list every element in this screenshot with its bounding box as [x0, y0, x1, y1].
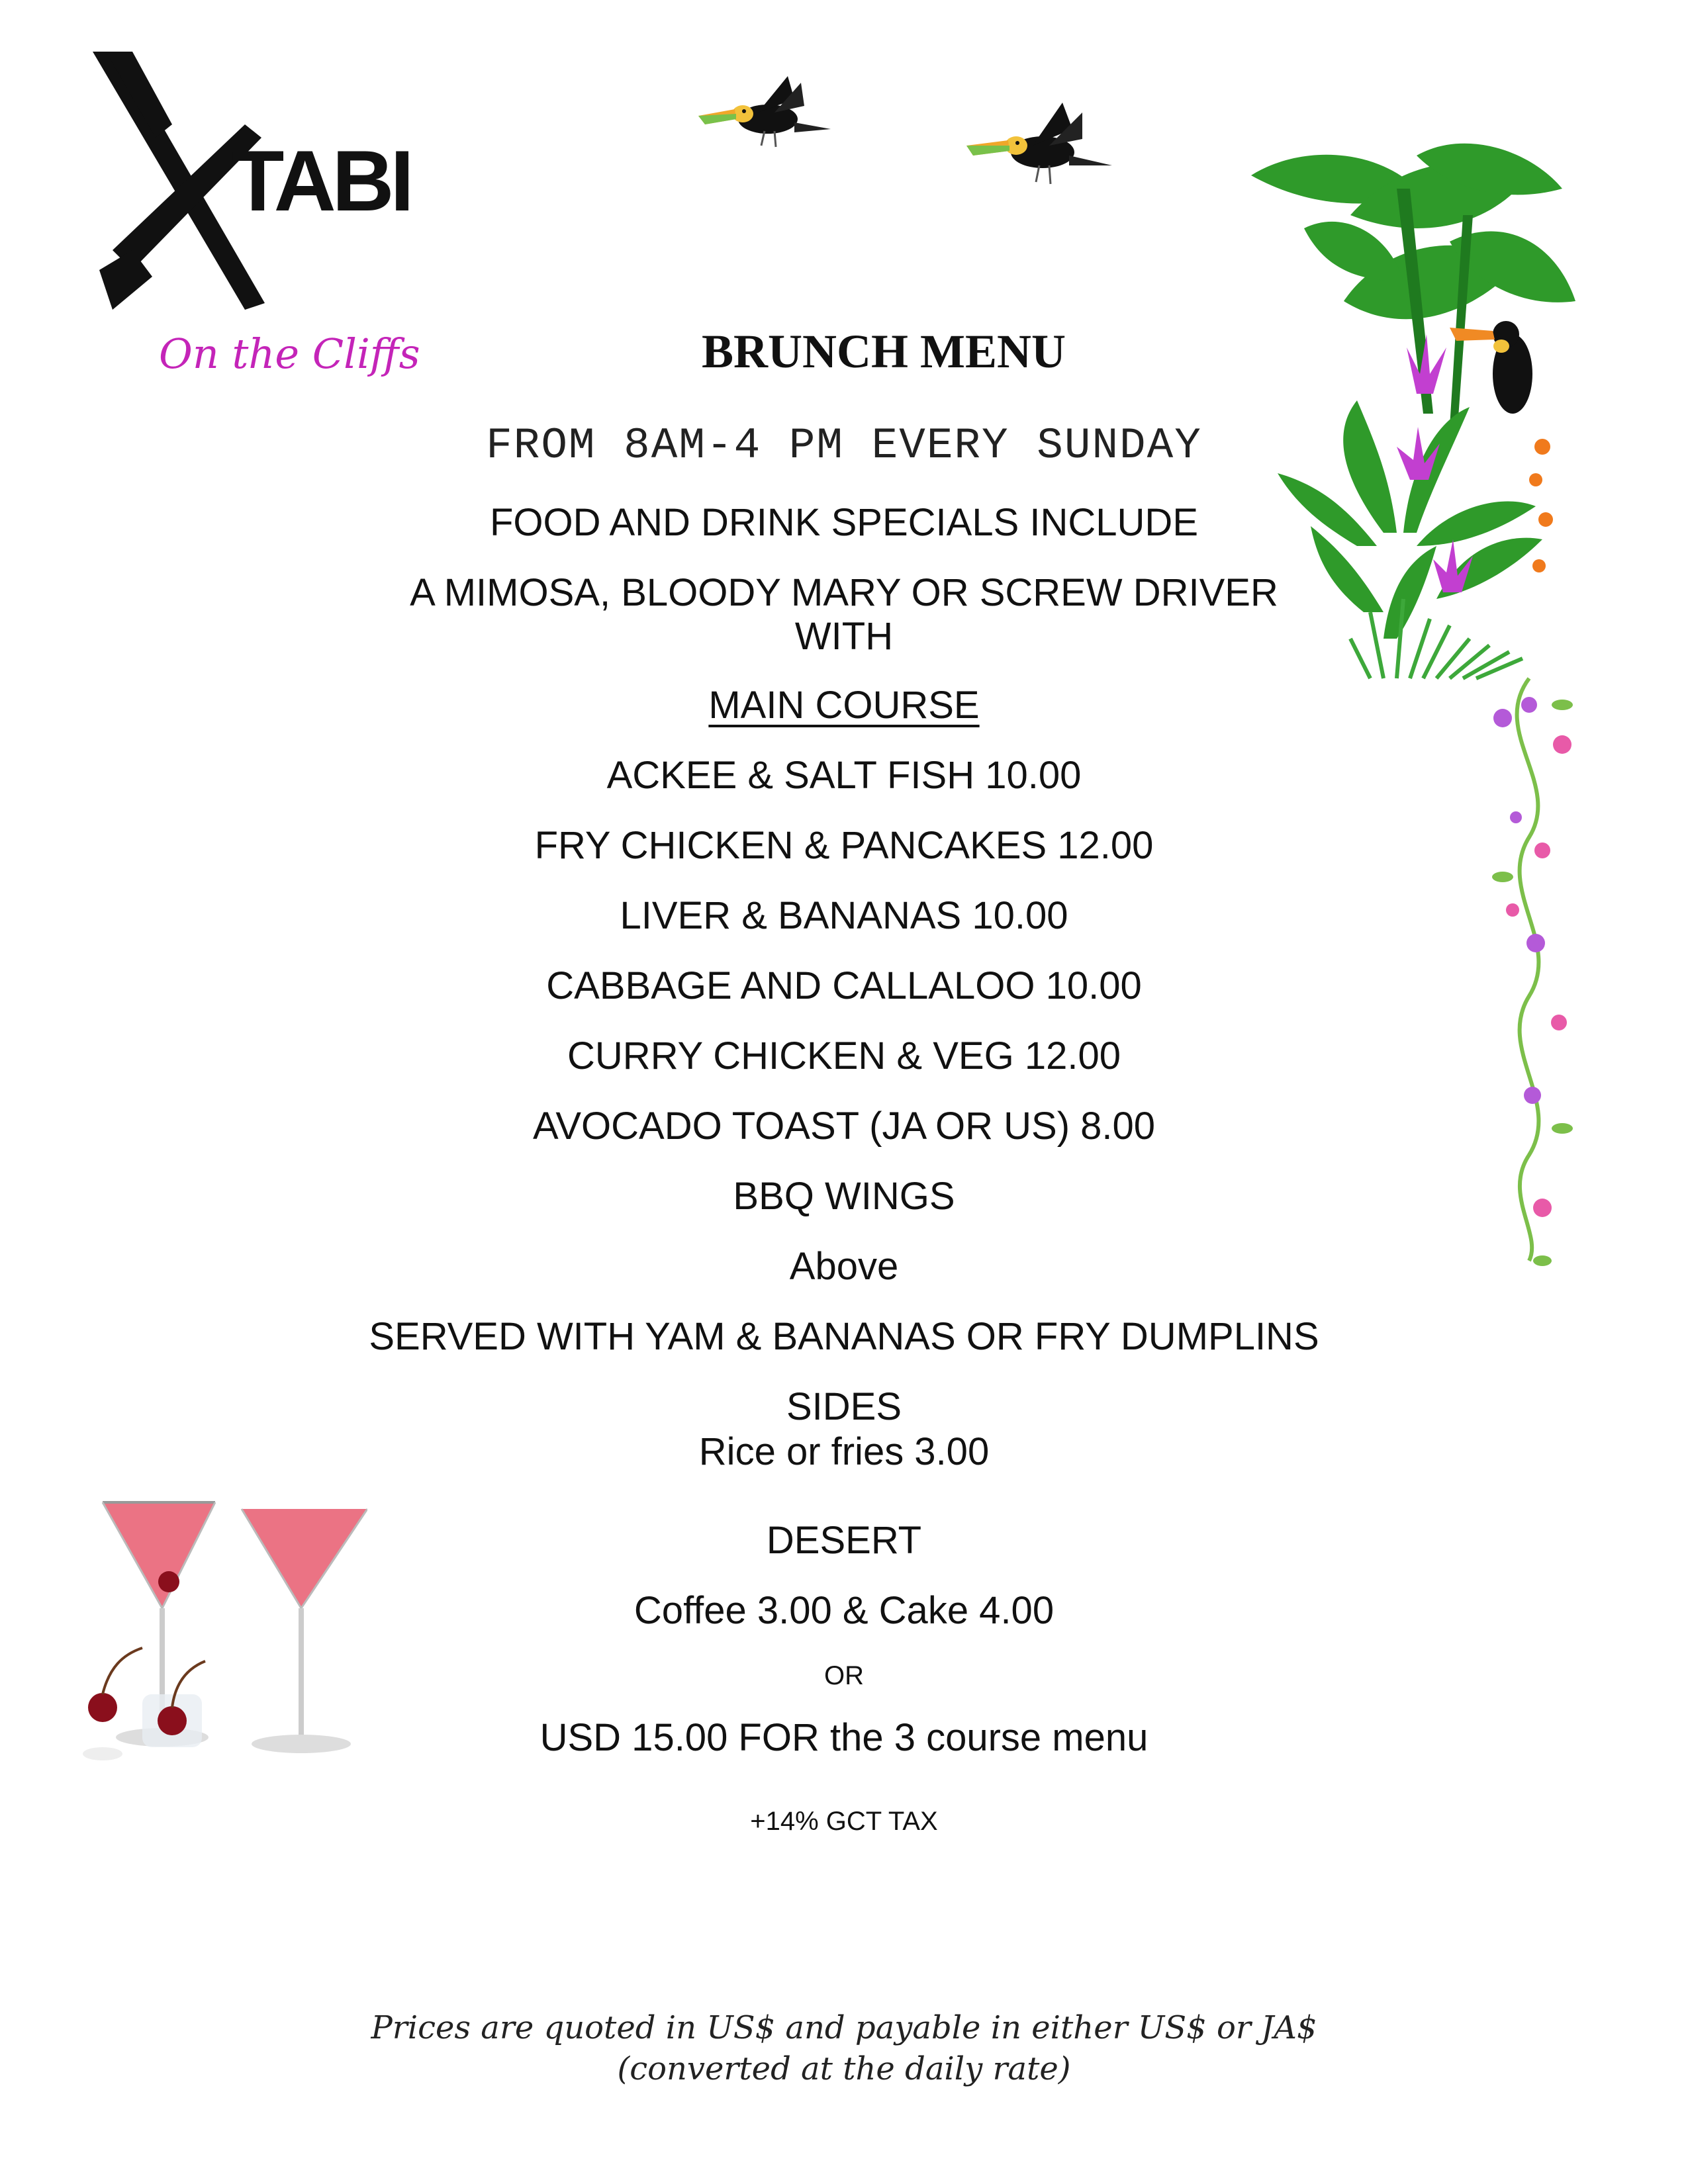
- desert-heading: DESERT: [766, 1519, 922, 1562]
- menu-item: CURRY CHICKEN & VEG 12.00: [567, 1034, 1121, 1077]
- served-with-note: SERVED WITH YAM & BANANAS OR FRY DUMPLINS: [369, 1315, 1319, 1358]
- menu-item: BBQ WINGS: [733, 1175, 955, 1218]
- logo-lettering: [232, 132, 410, 229]
- sides-item: Rice or fries 3.00: [698, 1430, 990, 1473]
- xtabi-logo: [93, 52, 490, 336]
- menu-hours: FROM 8AM-4 PM EVERY SUNDAY: [486, 421, 1202, 471]
- menu-item: CABBAGE AND CALLALOO 10.00: [546, 964, 1142, 1007]
- sides-heading: SIDES: [786, 1385, 902, 1428]
- menu-item: LIVER & BANANAS 10.00: [620, 894, 1068, 937]
- tax-note: +14% GCT TAX: [750, 1807, 938, 1836]
- drinks-line-1: A MIMOSA, BLOODY MARY OR SCREW DRIVER: [410, 571, 1278, 614]
- specials-intro: FOOD AND DRINK SPECIALS INCLUDE: [490, 501, 1198, 544]
- combo-offer: USD 15.00 FOR the 3 course menu: [539, 1716, 1149, 1759]
- tagline: On the Cliffs: [159, 330, 420, 378]
- above-note: Above: [789, 1245, 899, 1288]
- main-course-heading-text: MAIN COURSE: [708, 684, 980, 727]
- main-course-heading: [0, 683, 1688, 727]
- desert-item: Coffee 3.00 & Cake 4.00: [633, 1589, 1055, 1632]
- menu-item: ACKEE & SALT FISH 10.00: [606, 754, 1082, 797]
- svg-text:TABI: TABI: [232, 132, 410, 229]
- toucan-icon: [695, 73, 834, 159]
- footer-prices-note: Prices are quoted in US$ and payable in either US$ or JA$: [371, 2009, 1317, 2046]
- menu-item: AVOCADO TOAST (JA OR US) 8.00: [532, 1105, 1156, 1148]
- drinks-line-2: WITH: [794, 615, 894, 658]
- menu-item: FRY CHICKEN & PANCAKES 12.00: [534, 824, 1154, 867]
- footer-conversion-note: (converted at the daily rate): [617, 2050, 1071, 2087]
- toucan-icon: [963, 99, 1115, 192]
- menu-title: BRUNCH MENU: [702, 325, 1066, 378]
- or-separator: OR: [824, 1661, 864, 1690]
